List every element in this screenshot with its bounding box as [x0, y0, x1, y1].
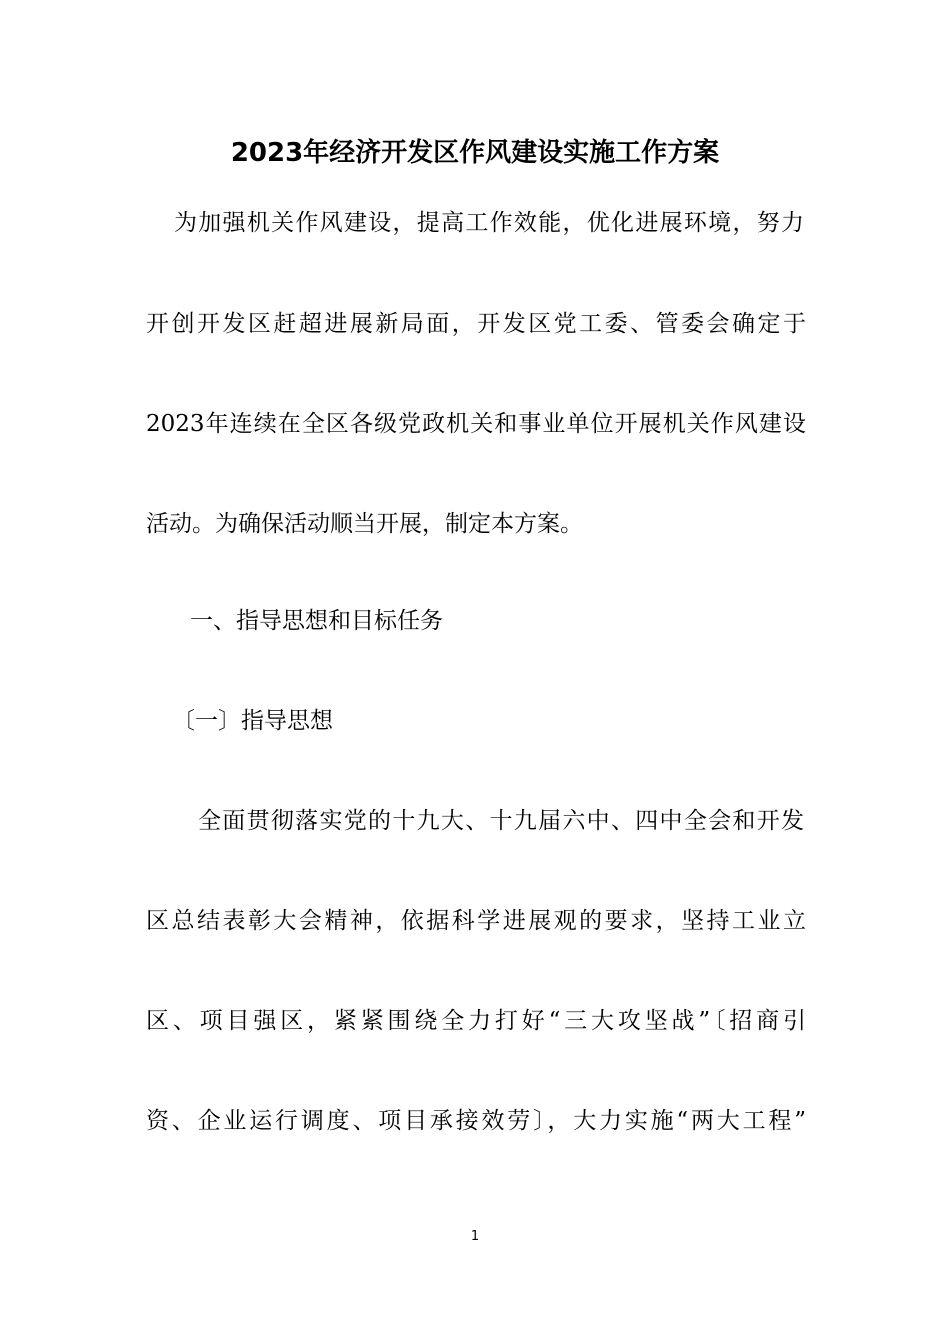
- paragraph-line: 活动。为确保活动顺当开展，制定本方案。: [146, 511, 583, 537]
- paragraph-line: 资、企业运行调度、项目承接效劳〕，大力实施“两大工程”: [146, 1108, 806, 1134]
- document-title: 2023年经济开发区作风建设实施工作方案: [230, 138, 720, 168]
- page-number: 1: [470, 1229, 480, 1244]
- section-heading: 一、指导思想和目标任务: [190, 608, 443, 634]
- paragraph-line: 区总结表彰大会精神，依据科学进展观的要求，坚持工业立: [146, 908, 806, 934]
- subsection-heading: 〔一〕指导思想: [172, 708, 333, 734]
- paragraph-line: 开创开发区赶超进展新局面，开发区党工委、管委会确定于: [146, 311, 806, 337]
- paragraph-line: 区、项目强区，紧紧围绕全力打好“三大攻坚战”〔招商引: [146, 1008, 806, 1034]
- paragraph-line: 为加强机关作风建设，提高工作效能，优化进展环境，努力: [174, 210, 804, 236]
- paragraph-line: 2023年连续在全区各级党政机关和事业单位开展机关作风建设: [146, 411, 806, 437]
- paragraph-line: 全面贯彻落实党的十九大、十九届六中、四中全会和开发: [198, 808, 804, 834]
